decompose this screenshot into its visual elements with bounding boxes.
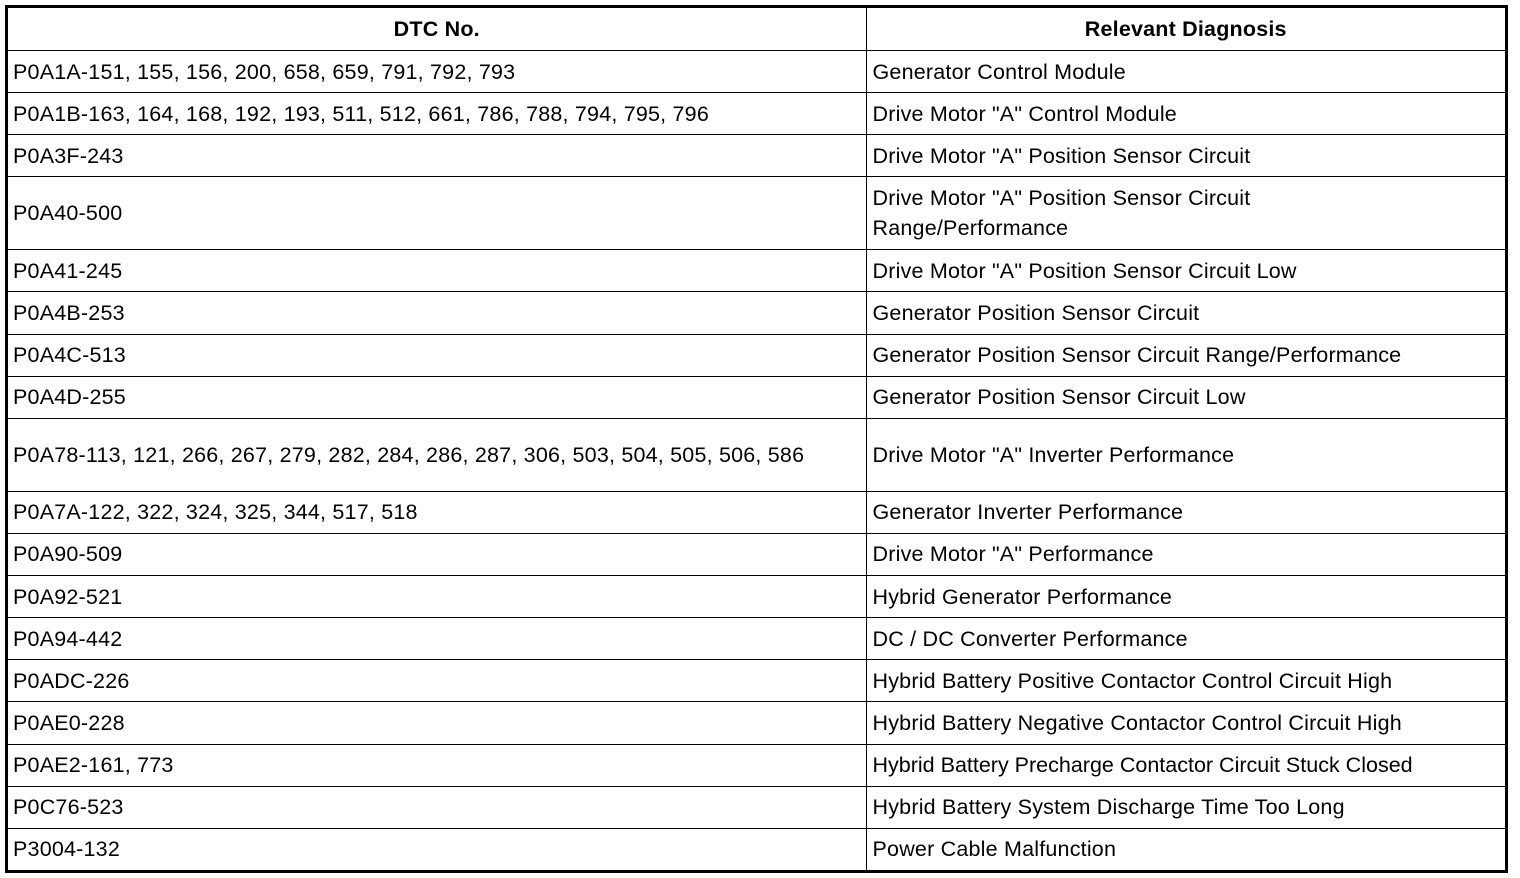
dtc-cell: P0A41-245 bbox=[8, 250, 866, 292]
diagnosis-cell: Hybrid Battery Positive Contactor Control Circuit High bbox=[866, 660, 1505, 702]
table-row bbox=[8, 250, 1505, 292]
dtc-cell: P3004-132 bbox=[8, 828, 866, 870]
table-row bbox=[8, 334, 1505, 376]
table-row bbox=[8, 744, 1505, 786]
dtc-cell: P0A40-500 bbox=[8, 177, 866, 250]
table-row bbox=[8, 51, 1505, 93]
table-row bbox=[8, 292, 1505, 334]
diagnosis-cell: Hybrid Battery System Discharge Time Too Long bbox=[866, 786, 1505, 828]
header-dtc-no: DTC No. bbox=[8, 8, 866, 51]
table-row bbox=[8, 533, 1505, 575]
diagnosis-cell: Drive Motor "A" Control Module bbox=[866, 93, 1505, 135]
table-row bbox=[8, 418, 1505, 491]
diagnosis-cell: Hybrid Generator Performance bbox=[866, 576, 1505, 618]
diagnosis-cell: Generator Position Sensor Circuit Low bbox=[866, 376, 1505, 418]
table-row bbox=[8, 660, 1505, 702]
diagnosis-cell: Generator Position Sensor Circuit bbox=[866, 292, 1505, 334]
diagnosis-cell: Hybrid Battery Negative Contactor Control Circuit High bbox=[866, 702, 1505, 744]
dtc-cell: P0A4C-513 bbox=[8, 334, 866, 376]
dtc-cell: P0A3F-243 bbox=[8, 135, 866, 177]
dtc-cell: P0A7A-122, 322, 324, 325, 344, 517, 518 bbox=[8, 491, 866, 533]
diagnosis-cell: Drive Motor "A" Performance bbox=[866, 533, 1505, 575]
diagnosis-cell: Drive Motor "A" Position Sensor Circuit Low bbox=[866, 250, 1505, 292]
diagnosis-cell: Drive Motor "A" Position Sensor Circuit Range/Performance bbox=[866, 177, 1505, 250]
dtc-cell: P0ADC-226 bbox=[8, 660, 866, 702]
dtc-cell: P0A92-521 bbox=[8, 576, 866, 618]
table-row bbox=[8, 702, 1505, 744]
table-row bbox=[8, 576, 1505, 618]
dtc-cell: P0A1B-163, 164, 168, 192, 193, 511, 512, 661, 786, 788, 794, 795, 796 bbox=[8, 93, 866, 135]
table-row bbox=[8, 786, 1505, 828]
diagnosis-cell: Generator Position Sensor Circuit Range/Performance bbox=[866, 334, 1505, 376]
dtc-table-container bbox=[5, 5, 1508, 873]
diagnosis-cell: DC / DC Converter Performance bbox=[866, 618, 1505, 660]
table-row bbox=[8, 491, 1505, 533]
diagnosis-cell: Drive Motor "A" Position Sensor Circuit bbox=[866, 135, 1505, 177]
dtc-cell: P0A94-442 bbox=[8, 618, 866, 660]
table-row bbox=[8, 135, 1505, 177]
dtc-cell: P0A4D-255 bbox=[8, 376, 866, 418]
table-row bbox=[8, 828, 1505, 870]
diagnosis-cell: Power Cable Malfunction bbox=[866, 828, 1505, 870]
dtc-cell: P0AE0-228 bbox=[8, 702, 866, 744]
diagnosis-cell: Drive Motor "A" Inverter Performance bbox=[866, 418, 1505, 491]
dtc-cell: P0A78-113, 121, 266, 267, 279, 282, 284, 286, 287, 306, 503, 504, 505, 506, 586 bbox=[8, 418, 866, 491]
header-relevant-diagnosis: Relevant Diagnosis bbox=[866, 8, 1505, 51]
table-row bbox=[8, 618, 1505, 660]
table-header-row bbox=[8, 8, 1505, 51]
dtc-cell: P0A1A-151, 155, 156, 200, 658, 659, 791, 792, 793 bbox=[8, 51, 866, 93]
dtc-cell: P0A90-509 bbox=[8, 533, 866, 575]
dtc-cell: P0A4B-253 bbox=[8, 292, 866, 334]
dtc-cell: P0C76-523 bbox=[8, 786, 866, 828]
table-row bbox=[8, 93, 1505, 135]
dtc-table bbox=[8, 8, 1505, 870]
diagnosis-cell: Generator Inverter Performance bbox=[866, 491, 1505, 533]
diagnosis-cell: Hybrid Battery Precharge Contactor Circuit Stuck Closed bbox=[866, 744, 1505, 786]
diagnosis-cell: Generator Control Module bbox=[866, 51, 1505, 93]
table-row bbox=[8, 376, 1505, 418]
dtc-cell: P0AE2-161, 773 bbox=[8, 744, 866, 786]
table-row bbox=[8, 177, 1505, 250]
